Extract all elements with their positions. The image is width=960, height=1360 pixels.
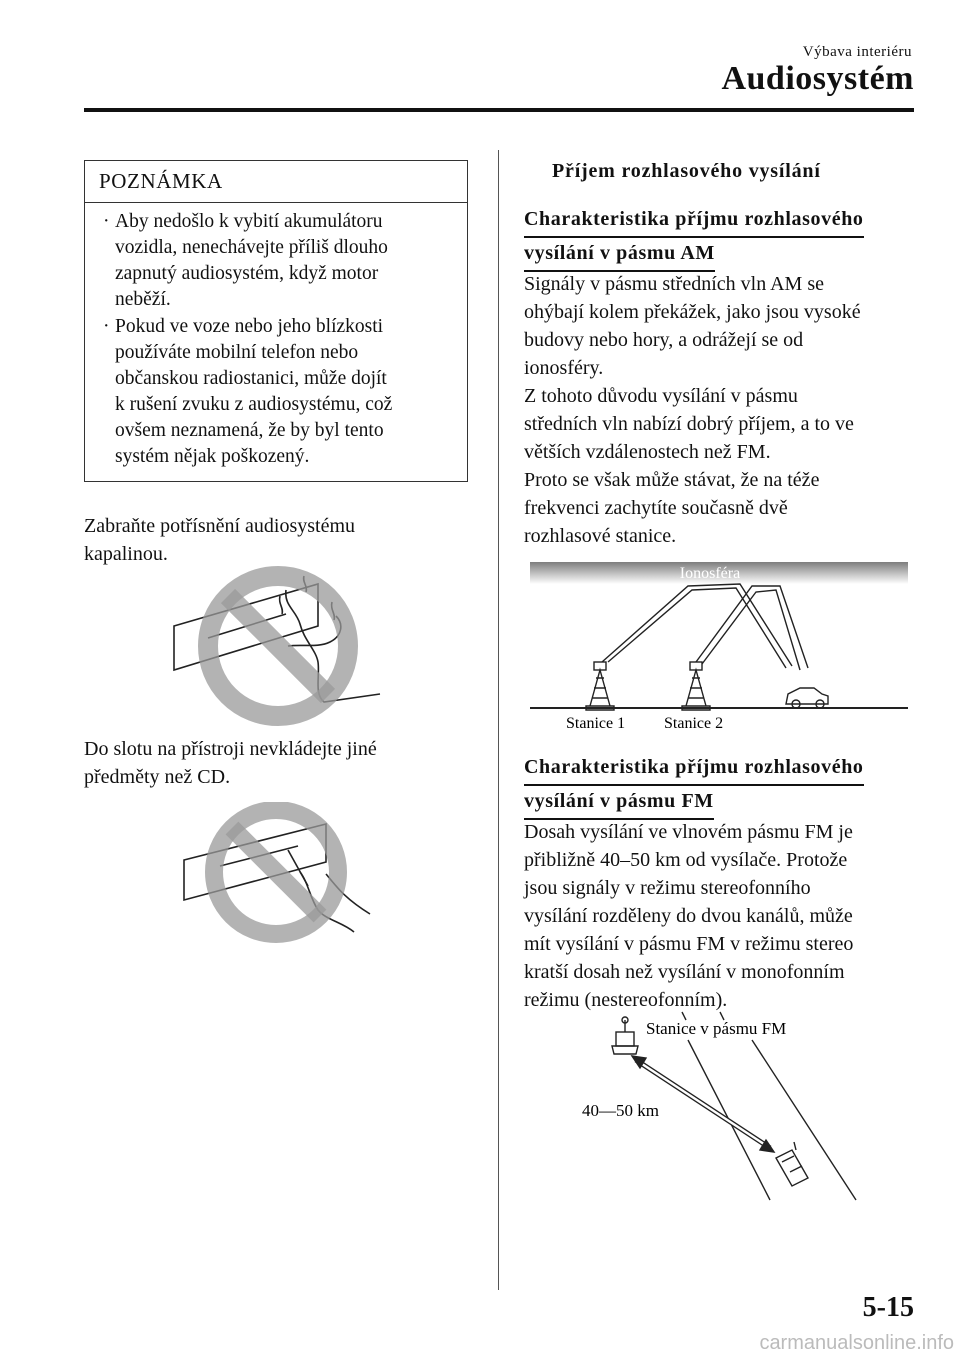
section-title: Příjem rozhlasového vysílání — [552, 160, 821, 182]
note-line: Pokud ve voze nebo jeho blízkosti — [115, 316, 384, 337]
header-section: Výbava interiéru — [802, 44, 912, 60]
fm-reception-diagram — [570, 1010, 870, 1210]
note-line: systém nějak poškozený. — [115, 446, 310, 467]
text-line: Dosah vysílání ve vlnovém pásmu FM je — [524, 821, 853, 843]
text-line: Zabraňte potřísnění audiosystému — [84, 515, 356, 537]
note-line: občanskou radiostanici, může dojít — [115, 368, 387, 389]
note-title: POZNÁMKA — [99, 169, 223, 193]
text-line: budovy nebo hory, a odrážejí se od — [524, 329, 804, 351]
fm-station-label: Stanice v pásmu FM — [646, 1019, 787, 1038]
liquid-drip — [280, 596, 283, 614]
am-heading — [524, 204, 864, 272]
fm-distance-label: 40—50 km — [582, 1101, 659, 1120]
header-rule — [84, 108, 914, 112]
am-heading-line: vysílání v pásmu AM — [524, 238, 715, 272]
fm-tower-icon — [612, 1017, 638, 1054]
am-reception-diagram — [530, 558, 910, 738]
text-line: frekvenci zachytíte současně dvě — [524, 497, 788, 519]
signal-path — [602, 584, 792, 666]
note-item — [103, 314, 460, 470]
station1-label: Stanice 1 — [566, 715, 626, 732]
text-line: Proto se však může stávat, že na téže — [524, 469, 820, 491]
note-line: ovšem neznamená, že by byl tento — [115, 420, 384, 441]
text-line: mít vysílání v pásmu FM v režimu stereo — [524, 933, 854, 955]
text-line: Do slotu na přístroji nevkládejte jiné — [84, 738, 377, 760]
note-header — [85, 161, 467, 203]
car-icon — [776, 1142, 808, 1186]
fm-text — [524, 818, 914, 1014]
note-line: k rušení zvuku z audiosystému, což — [115, 394, 393, 415]
station2-tower-icon — [682, 662, 710, 710]
text-line: rozhlasové stanice. — [524, 525, 677, 547]
note-line: vozidla, nenechávejte příliš dlouho — [115, 237, 388, 258]
text-line: středních vln nabízí dobrý příjem, a to ve — [524, 413, 854, 435]
fm-heading-line: vysílání v pásmu FM — [524, 786, 714, 820]
ionosphere-label: Ionosféra — [679, 565, 741, 582]
text-line: přibližně 40–50 km od vysílače. Protože — [524, 849, 848, 871]
text-line: ionosféry. — [524, 357, 604, 379]
text-line: Signály v pásmu středních vln AM se — [524, 273, 824, 295]
prohibited-icon — [214, 810, 338, 934]
text-line: jsou signály v režimu stereofonního — [524, 877, 811, 899]
road-edge — [752, 1040, 856, 1200]
note-line: Aby nedošlo k vybití akumulátoru — [115, 211, 383, 232]
note-item — [103, 209, 460, 313]
car-icon — [786, 688, 828, 708]
am-text — [524, 270, 914, 550]
cd-only-text — [84, 735, 474, 791]
am-heading-line: Charakteristika příjmu rozhlasového — [524, 204, 864, 238]
no-liquid-illustration — [168, 566, 388, 726]
note-line: zapnutý audiosystém, když motor — [115, 263, 379, 284]
liquid-warning-text — [84, 512, 474, 568]
text-line: kratší dosah než vysílání v monofonním — [524, 961, 845, 983]
bullet-icon: · — [103, 211, 110, 232]
signal-path — [608, 588, 786, 668]
text-line: ohýbají kolem překážek, jako jsou vysoké — [524, 301, 861, 323]
text-line: režimu (nestereofonním). — [524, 989, 728, 1011]
text-line: kapalinou. — [84, 543, 168, 565]
bullet-icon: · — [103, 316, 110, 337]
text-line: vysílání rozděleny do dvou kanálů, může — [524, 905, 853, 927]
text-line: větších vzdálenostech než FM. — [524, 441, 771, 463]
text-line: Z tohoto důvodu vysílání v pásmu — [524, 385, 798, 407]
page-title: Audiosystém — [721, 60, 914, 97]
column-divider — [498, 150, 499, 1290]
page-number: 5-15 — [862, 1292, 914, 1323]
fm-heading-line: Charakteristika příjmu rozhlasového — [524, 752, 864, 786]
note-line: neběží. — [115, 289, 171, 310]
note-box — [84, 160, 468, 482]
no-foreign-object-illustration — [176, 802, 376, 952]
station1-tower-icon — [586, 662, 614, 710]
prohibited-icon — [208, 576, 348, 716]
fm-heading — [524, 752, 864, 820]
text-line: předměty než CD. — [84, 766, 231, 788]
note-line: používáte mobilní telefon nebo — [115, 342, 359, 363]
watermark: carmanualsonline.info — [759, 1332, 954, 1354]
station2-label: Stanice 2 — [664, 715, 724, 732]
